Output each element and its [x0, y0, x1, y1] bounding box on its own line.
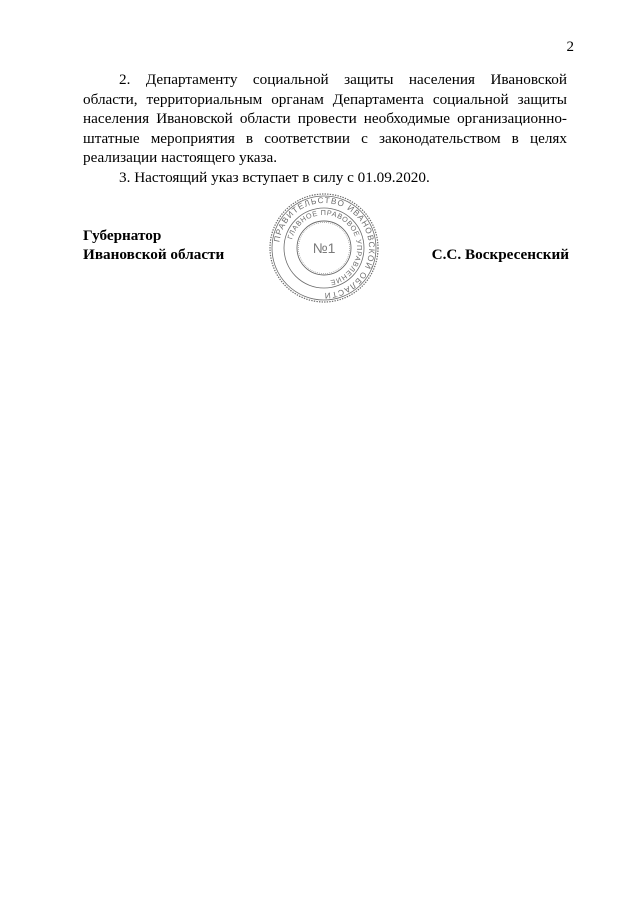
seal-outer-text: ПРАВИТЕЛЬСТВО ИВАНОВСКОЙ ОБЛАСТИ — [272, 195, 377, 301]
paragraph-3: 3. Настоящий указ вступает в силу с 01.09.2020. — [119, 168, 430, 186]
seal-center-number: №1 — [312, 240, 336, 256]
signer-title-line-1: Губернатор — [83, 227, 162, 244]
document-body — [83, 70, 567, 188]
signer-title-line-2: Ивановской области — [83, 246, 225, 263]
signer-title — [83, 226, 224, 264]
page-number: 2 — [566, 39, 574, 55]
signer-name: С.С. Воскресенский — [431, 246, 569, 263]
official-seal-stamp — [268, 192, 380, 304]
seal-inner-text: ГЛАВНОЕ ПРАВОВОЕ УПРАВЛЕНИЕ — [285, 207, 365, 288]
paragraph-2: 2. Департаменту социальной защиты населения Ивановской области, территориальным органам Департамента социальной защиты населения Ивановской области провести необходимые организационно-штатные мероприятия в соответствии с законодательством в целях реализации настоящего указа. — [83, 71, 567, 167]
